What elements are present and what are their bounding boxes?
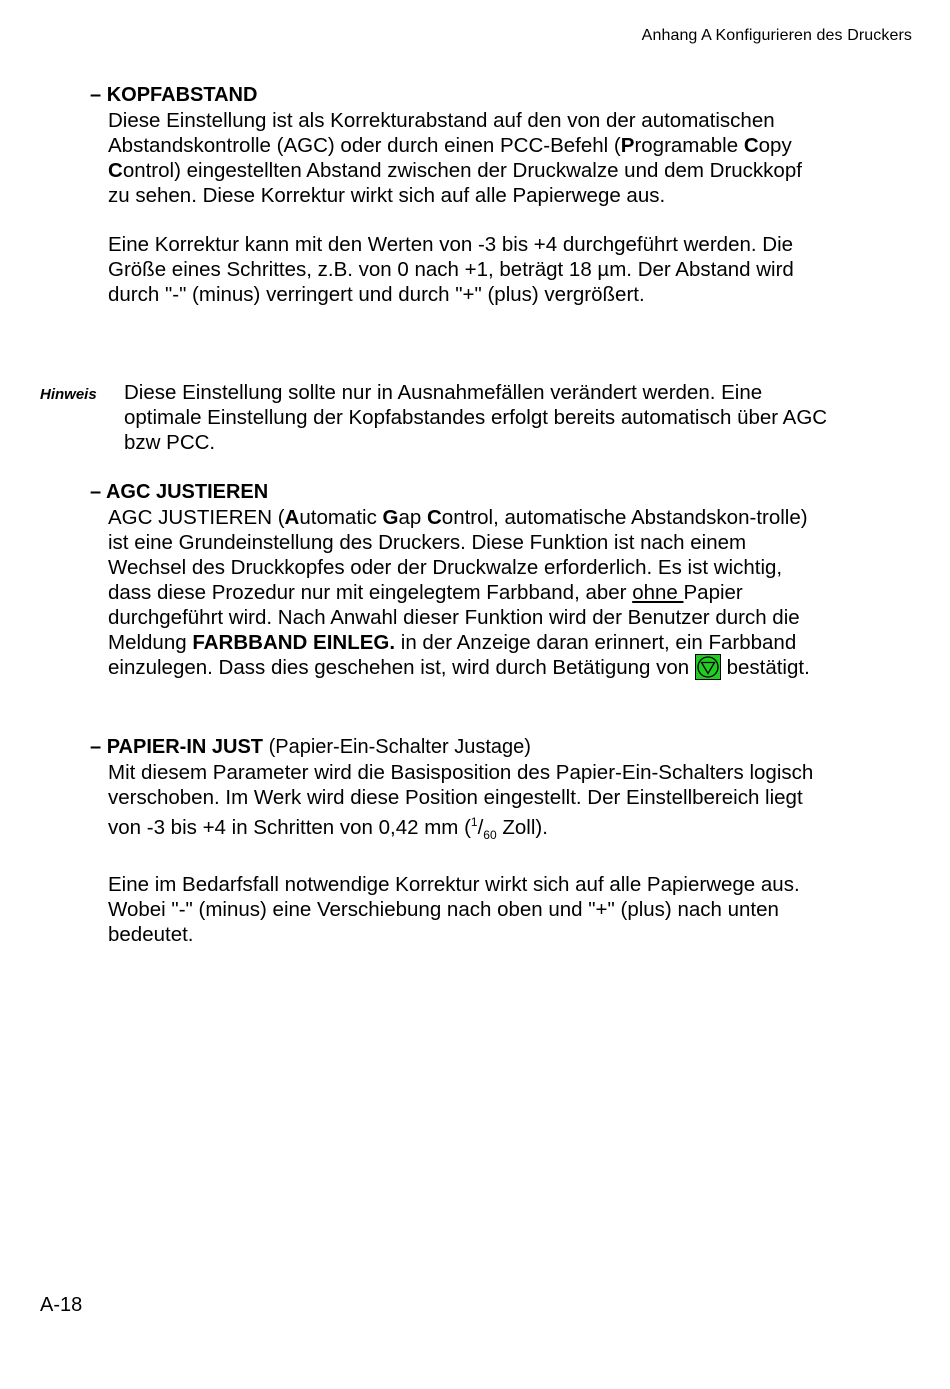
section-agc-justieren [90,480,820,680]
note-text: Diese Einstellung sollte nur in Ausnahmefällen verändert werden. Eine optimale Einstellung der Kopfabstandes erfolgt bereits automatisch über AGC bzw PCC. [124,381,828,454]
section-papier-in-just [90,735,820,947]
paragraph: Eine Korrektur kann mit den Werten von -3 bis +4 durchgeführt werden. Die Größe eines Schrittes, z.B. von 0 nach +1, beträgt 18 µm. Der Abstand wird durch "-" (minus) verringert und durch "+" (plus) vergrößert. [108,233,794,306]
enter-key-icon [695,654,721,680]
title-dash: – [90,736,102,758]
display-message: FARBBAND EINLEG. [192,631,396,654]
section-kopfabstand [90,83,820,307]
title-text: PAPIER-IN JUST [106,736,264,758]
title-dash: – [90,481,102,503]
title-dash: – [90,84,102,106]
section-title [90,480,820,505]
note-label: Hinweis [40,386,97,403]
title-text: KOPFABSTAND [106,84,258,106]
section-title [90,735,820,760]
paragraph: AGC JUSTIEREN (Automatic Gap Control, automatische Abstandskon-trolle) ist eine Grundeinstellung des Druckers. Diese Funktion ist nach einem Wechsel des Druckkopfes oder der Druckwalze erforderlich. Es ist wichtig, dass diese Prozedur nur mit eingelegtem Farbband, aber ohne Papier durchgeführt wird. Nach Anwahl dieser Funktion wird der Benutzer durch die Meldung FARBBAND EINLEG. in der Anzeige daran erinnert, ein Farbband einzulegen. Dass dies geschehen ist, wird durch Betätigung von bestätigt. [108,506,810,679]
running-header: Anhang A Konfigurieren des Druckers [641,27,912,44]
paragraph: Diese Einstellung ist als Korrekturabstand auf den von der automatischen Abstandskontrolle (AGC) oder durch einen PCC-Befehl (Programable Copy Control) eingestellten Abstand zwischen der Druckwalze und dem Druckkopf zu sehen. Diese Korrektur wirkt sich auf alle Papierwege aus. [108,109,802,207]
paragraph: Eine im Bedarfsfall notwendige Korrektur wirkt sich auf alle Papierwege aus. Wobei "-" (minus) eine Verschiebung nach oben und "+" (plus) nach unten bedeutet. [108,872,800,946]
note-block [40,380,840,455]
paragraph: Mit diesem Parameter wird die Basisposition des Papier-Ein-Schalters logisch verschoben. Im Werk wird diese Position eingestellt. Der Einstellbereich liegt von -3 bis +4 in Schritten von 0,42 mm ($^1/_{60}$ Zoll). [108,761,814,842]
title-subtitle: (Papier-Ein-Schalter Justage) [263,736,531,758]
title-text: AGC JUSTIEREN [105,481,269,503]
underlined-word: ohne [632,581,684,604]
page-number: A-18 [40,1294,83,1316]
section-title [90,83,820,108]
